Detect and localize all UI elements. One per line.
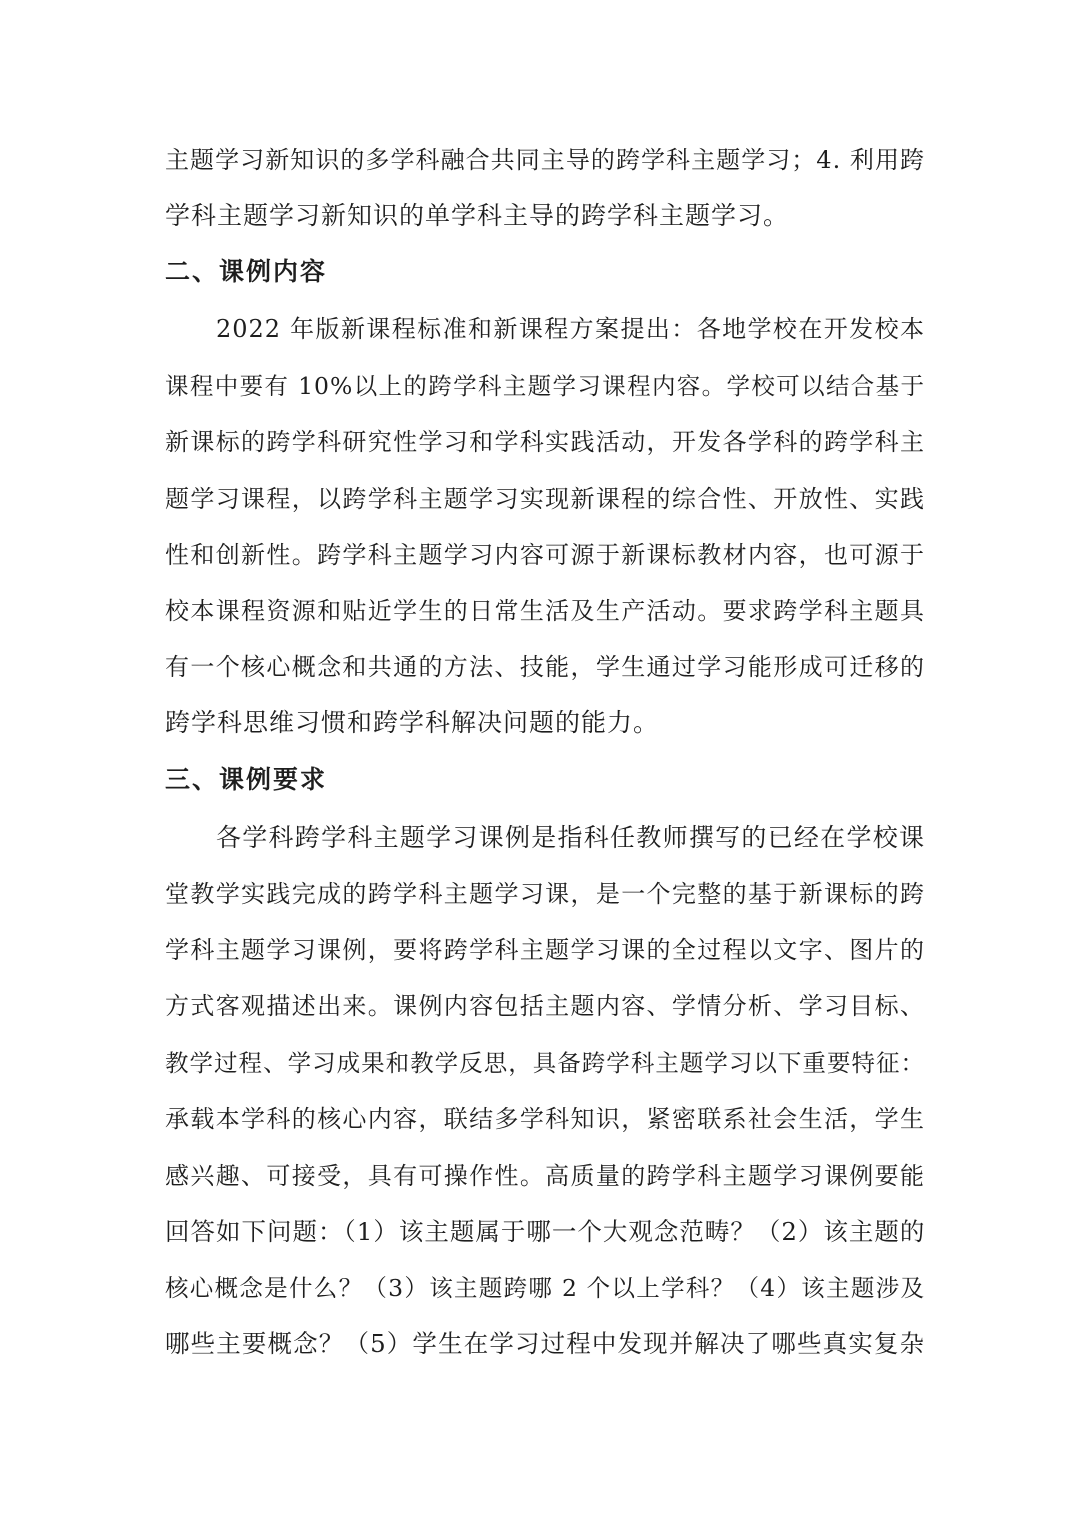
paragraph-line: 主题学习新知识的多学科融合共同主导的跨学科主题学习；4. 利用跨	[165, 146, 925, 174]
paragraph-line: 课程中要有 10%以上的跨学科主题学习课程内容。学校可以结合基于	[165, 372, 925, 400]
section-heading-course-content: 二、课例内容	[165, 257, 328, 286]
paragraph-line: 核心概念是什么？（3）该主题跨哪 2 个以上学科？（4）该主题涉及	[165, 1274, 925, 1302]
section-heading-course-requirements: 三、课例要求	[165, 765, 328, 794]
paragraph-line: 哪些主要概念？（5）学生在学习过程中发现并解决了哪些真实复杂	[165, 1329, 925, 1358]
paragraph-line: 新课标的跨学科研究性学习和学科实践活动，开发各学科的跨学科主	[165, 428, 925, 456]
paragraph-line: 回答如下问题：（1）该主题属于哪一个大观念范畴？（2）该主题的	[165, 1217, 926, 1246]
paragraph-line: 承载本学科的核心内容，联结多学科知识，紧密联系社会生活，学生	[165, 1105, 925, 1133]
paragraph-line: 跨学科思维习惯和跨学科解决问题的能力。	[165, 708, 660, 737]
paragraph-line: 题学习课程，以跨学科主题学习实现新课程的综合性、开放性、实践	[165, 485, 925, 513]
paragraph-line: 堂教学实践完成的跨学科主题学习课，是一个完整的基于新课标的跨	[165, 880, 925, 908]
paragraph-line: 有一个核心概念和共通的方法、技能，学生通过学习能形成可迁移的	[165, 653, 925, 681]
paragraph-line: 各学科跨学科主题学习课例是指科任教师撰写的已经在学校课	[216, 823, 925, 852]
paragraph-line: 2022 年版新课程标准和新课程方案提出：各地学校在开发校本	[216, 315, 925, 343]
paragraph-line: 教学过程、学习成果和教学反思，具备跨学科主题学习以下重要特征：	[165, 1049, 925, 1077]
paragraph-line: 方式客观描述出来。课例内容包括主题内容、学情分析、学习目标、	[165, 992, 925, 1020]
paragraph-line: 校本课程资源和贴近学生的日常生活及生产活动。要求跨学科主题具	[165, 597, 925, 625]
paragraph-line: 学科主题学习新知识的单学科主导的跨学科主题学习。	[165, 201, 790, 230]
paragraph-line: 性和创新性。跨学科主题学习内容可源于新课标教材内容，也可源于	[165, 541, 925, 569]
paragraph-line: 学科主题学习课例，要将跨学科主题学习课的全过程以文字、图片的	[165, 936, 925, 964]
paragraph-line: 感兴趣、可接受，具有可操作性。高质量的跨学科主题学习课例要能	[165, 1162, 925, 1190]
